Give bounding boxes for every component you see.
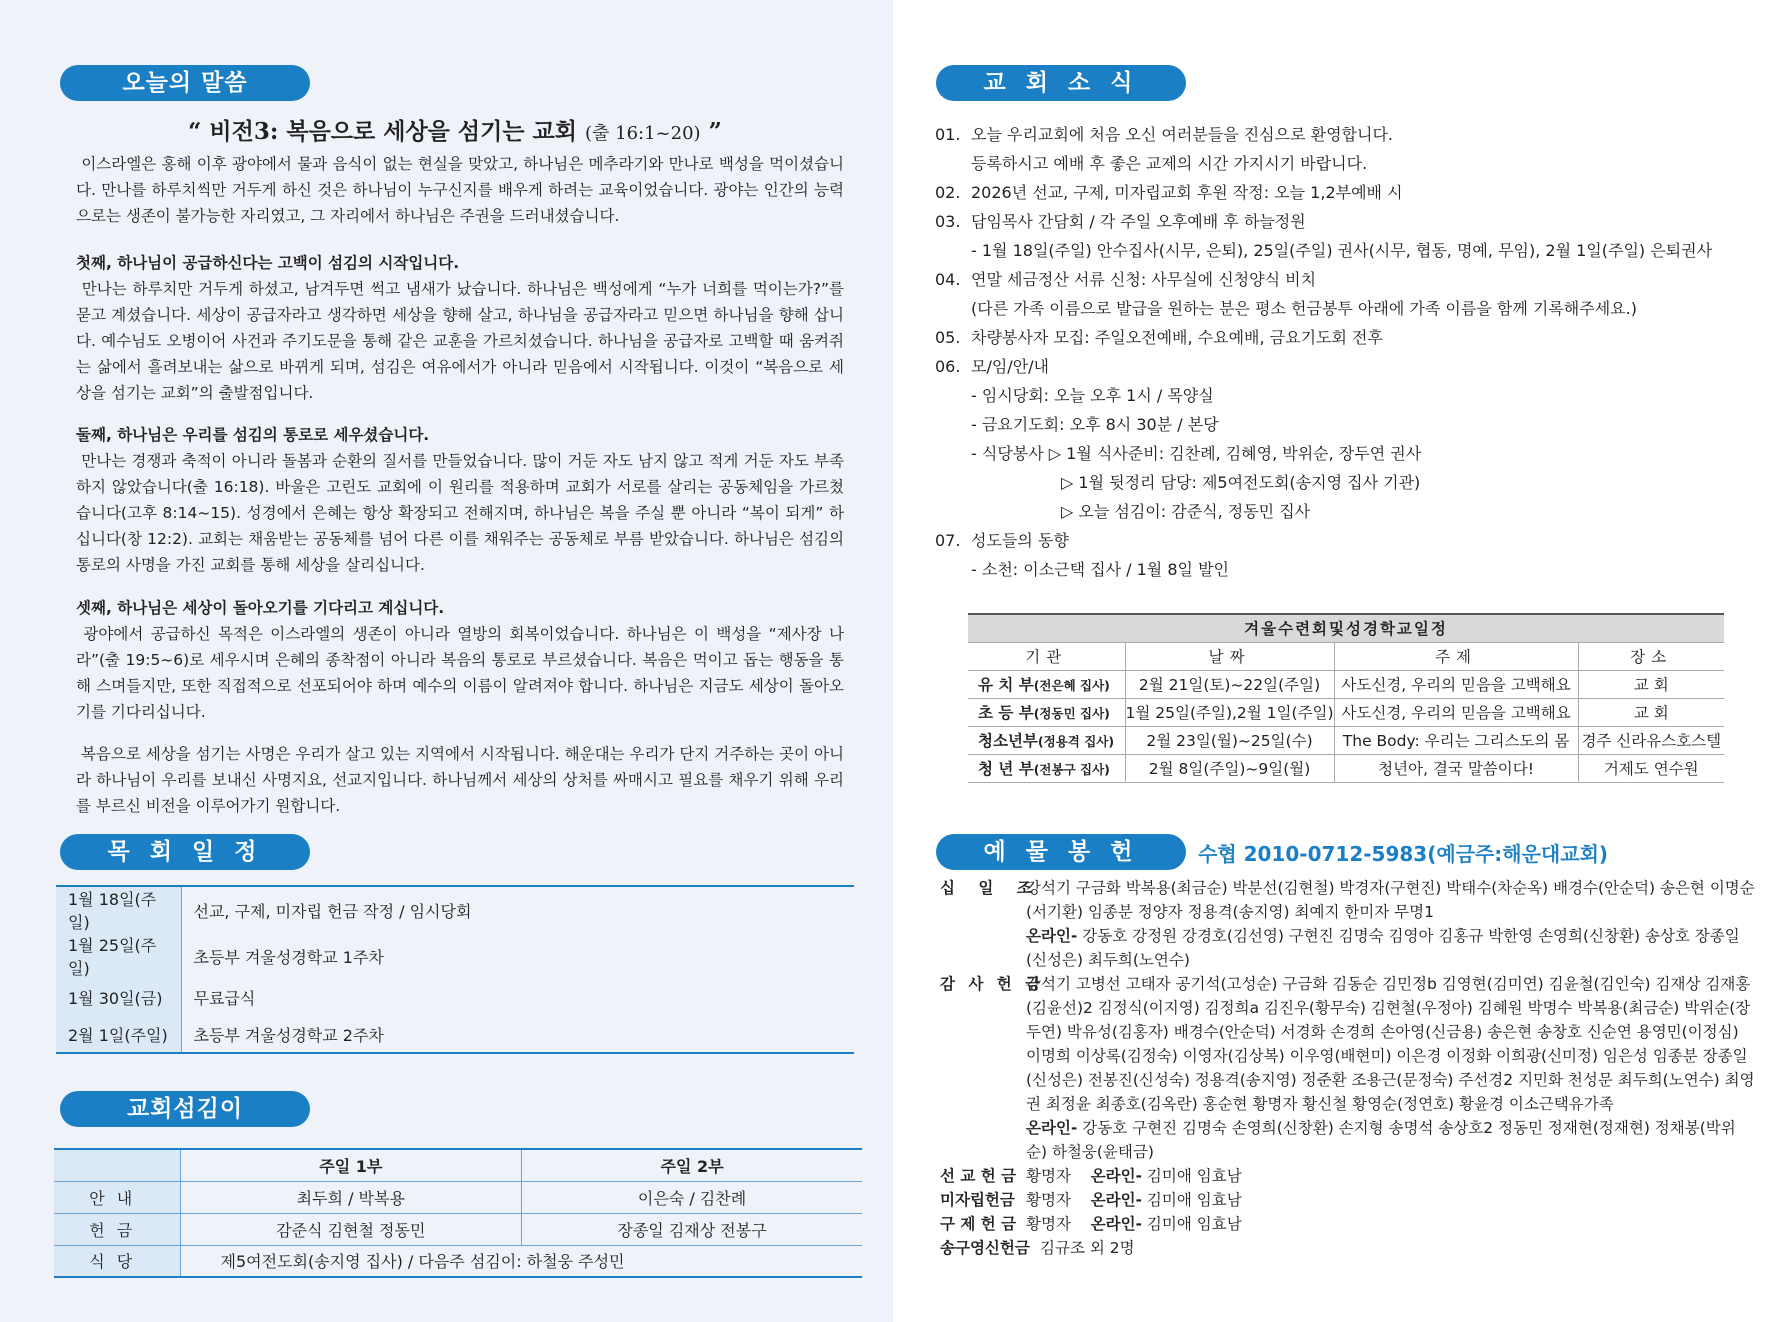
- table-row: 2월 1일(주일) 초등부 겨울성경학교 2주차: [56, 1016, 854, 1053]
- bank-account: 수협 2010-0712-5983(예금주:해운대교회): [1198, 842, 1609, 866]
- news-line: 등록하시고 예배 후 좋은 교제의 시간 가지시기 바랍니다.: [971, 154, 1368, 173]
- church-servants-table: [54, 1148, 862, 1278]
- church-servants-badge: 교회섬김이: [60, 1091, 310, 1127]
- winter-camp-table: [968, 613, 1724, 783]
- offering-row: 온라인- 강동호 강정원 강경호(김선영) 구현진 김명숙 김영아 김홍규 박한영 손영희(신창환) 송상호 장종일(신성은) 최두희(노연수): [1026, 927, 1740, 969]
- offering-badge: 예 물 봉 헌: [936, 834, 1186, 870]
- point-heading: 둘째, 하나님은 우리를 섬김의 통로로 세우셨습니다.: [76, 426, 430, 444]
- news-line: - 임시당회: 오늘 오후 1시 / 목양실: [971, 386, 1214, 405]
- sermon-reference: (출 16:1~20): [585, 123, 701, 144]
- point-heading: 첫째, 하나님이 공급하신다는 고백이 섬김의 시작입니다.: [76, 254, 460, 272]
- table-row: 1월 25일(주일) 초등부 겨울성경학교 1주차: [56, 933, 854, 979]
- ministry-schedule-table: [56, 885, 854, 1054]
- table-header: 주일 1부 주일 2부: [54, 1149, 862, 1181]
- offering-row: 송구영신헌금 김규조 외 2명: [940, 1239, 1135, 1257]
- list-item: 03. 담임목사 간담회 / 각 주일 오후예배 후 하늘정원: [935, 212, 1306, 231]
- list-item: 06. 모/임/안/내: [935, 357, 1049, 376]
- list-item: 05. 차량봉사자 모집: 주일오전예배, 수요예배, 금요기도회 전후: [935, 328, 1383, 347]
- news-line: ▷ 오늘 섬김이: 감준식, 정동민 집사: [1061, 502, 1311, 521]
- sermon-point-1: 첫째, 하나님이 공급하신다는 고백이 섬김의 시작입니다. 만나는 하루치만 거두게 하셨고, 남겨두면 썩고 냄새가 났습니다. 하나님은 백성에게 “누가 너희를 먹이는가?”를 묻고 계셨습니다. 세상이 공급자라고 생각하면 세상을 향해 살고, 하나님을 공급자라고 믿으면 하나님을 향해 삽니다. 예수님도 오병이어 사건과 주기도문을 통해 같은 교훈을 가르치셨습니다. 하나님을 공급자로 고백할 때 움켜쥐는 삶에서 흘려보내는 삶으로 바뀌게 되며, 섬김은 여유에서가 아니라 믿음에서 시작됩니다. 이것이 “복음으로 세상을 섬기는 교회”의 출발점입니다.: [76, 250, 844, 406]
- news-line: - 소천: 이소근택 집사 / 1월 8일 발인: [971, 560, 1229, 579]
- table-row: 안내 최두희 / 박복용 이은숙 / 김찬례: [54, 1181, 862, 1213]
- church-news-list: [935, 120, 1755, 584]
- offering-list: [940, 876, 1755, 1260]
- table-row: 헌금 감준식 김현철 정동민 장종일 김재상 전봉구: [54, 1213, 862, 1245]
- news-line: - 1월 18일(주일) 안수집사(시무, 은퇴), 25일(주일) 권사(시무, 협동, 명예, 무임), 2월 1일(주일) 은퇴권사: [971, 241, 1713, 260]
- offering-row: 온라인- 강동호 구현진 김명숙 손영희(신창환) 손지형 송명석 송상호2 정동민 정재현(정재현) 정채봉(박위순) 하철웅(윤태금): [1026, 1119, 1736, 1161]
- list-item: 01. 오늘 우리교회에 처음 오신 여러분들을 진심으로 환영합니다.: [935, 125, 1394, 144]
- table-row: 식당 제5여전도회(송지영 집사) / 다음주 섬김이: 하철웅 주성민: [54, 1245, 862, 1277]
- sermon-closing: 복음으로 세상을 섬기는 사명은 우리가 살고 있는 지역에서 시작됩니다. 해운대는 우리가 단지 거주하는 곳이 아니라 하나님이 우리를 보내신 사명지요, 선교지입니다. 하나님께서 세상의 상처를 싸매시고 필요를 채우기 위해 우리를 부르신 비전을 이루어가기 원합니다.: [76, 745, 844, 815]
- sermon-intro: 이스라엘은 홍해 이후 광야에서 물과 음식이 없는 현실을 맞았고, 하나님은 메추라기와 만나로 백성을 먹이셨습니다. 만나를 하루치씩만 거두게 하신 것은 하나님이 누구신지를 배우게 하려는 교육이었습니다. 광야는 인간의 능력으로는 생존이 불가능한 자리였고, 그 자리에서 하나님은 주권을 드러내셨습니다.: [76, 155, 844, 225]
- news-line: (다른 가족 이름으로 발급을 원하는 분은 평소 헌금봉투 아래에 가족 이름을 함께 기록해주세요.): [971, 299, 1637, 318]
- todays-word-badge: 오늘의 말씀: [60, 65, 310, 101]
- sermon-point-3: 셋째, 하나님은 세상이 돌아오기를 기다리고 계십니다. 광야에서 공급하신 목적은 이스라엘의 생존이 아니라 열방의 회복이었습니다. 하나님은 이 백성을 “제사장 나라”(출 19:5~6)로 세우시며 은혜의 종착점이 아니라 복음의 통로로 부르셨습니다. 복음은 먹이고 돕는 행동을 통해 스며들지만, 또한 직접적으로 선포되어야 하며 예수의 이름이 알려져야 합니다. 하나님은 지금도 세상이 돌아오기를 기다리십니다.: [76, 595, 844, 725]
- ministry-schedule-badge: 목 회 일 정: [60, 834, 310, 870]
- offering-row: 선 교 헌 금 황명자 온라인- 김미애 임효남: [940, 1167, 1242, 1185]
- table-row: 청소년부(정용격 집사) 2월 23일(월)~25일(수) The Body: 우리는 그리스도의 몸 경주 신라유스호스텔: [968, 726, 1724, 754]
- news-line: - 금요기도회: 오후 8시 30분 / 본당: [971, 415, 1219, 434]
- list-item: 04. 연말 세금정산 서류 신청: 사무실에 신청양식 비치: [935, 270, 1317, 289]
- table-row: 초 등 부(정동민 집사) 1월 25일(주일),2월 1일(주일) 사도신경, 우리의 믿음을 고백해요 교 회: [968, 698, 1724, 726]
- sermon-point-2: 둘째, 하나님은 우리를 섬김의 통로로 세우셨습니다. 만나는 경쟁과 축적이 아니라 돌봄과 순환의 질서를 만들었습니다. 많이 거둔 자도 남지 않고 적게 거둔 자도 부족하지 않았습니다(출 16:18). 바울은 고린도 교회에 이 원리를 적용하며 교회가 서로를 살리는 공동체임을 가르쳤습니다(고후 8:14~15). 성경에서 은혜는 항상 확장되고 전해지며, 하나님은 복을 주실 뿐 아니라 “복이 되게” 하십니다(창 12:2). 교회는 채움받는 공동체를 넘어 다른 이를 채워주는 공동체로 부름 받았습니다. 하나님은 섬김의 통로의 사명을 가진 교회를 통해 세상을 살리십니다.: [76, 422, 844, 578]
- table-caption: 겨울수련회및성경학교일정: [968, 614, 1724, 642]
- table-row: 1월 18일(주일) 선교, 구제, 미자립 헌금 작정 / 임시당회: [56, 886, 854, 933]
- church-news-badge: 교 회 소 식: [936, 65, 1186, 101]
- table-row: 청 년 부(전봉구 집사) 2월 8일(주일)~9일(월) 청년아, 결국 말씀이다! 거제도 연수원: [968, 754, 1724, 782]
- news-line: - 식당봉사 ▷ 1월 식사준비: 김찬례, 김혜영, 박위순, 장두연 권사: [971, 444, 1422, 463]
- list-item: 07. 성도들의 동향: [935, 531, 1069, 550]
- offering-row: 감 사 헌 금 강석기 고병선 고태자 공기석(고성순) 구금화 김동순 김민정b 김영현(김미연) 김윤철(김인숙) 김재상 김재홍(김윤선)2 김정식(이지영) 김정희a 김진우(황무숙) 김현철(우정아) 김혜원 박명수 박복용(최금순) 박위순(장두연) 박유성(김홍자) 배경수(안순덕) 서경화 손경희 손아영(신금용) 송은현 송창호 신순연 용영민(이정심) 이명희 이상록(김정숙) 이영자(김상복) 이우영(배현미) 이은경 이정화 이희광(신미정) 임은성 임종분 장종일(신성은) 전봉진(신성숙) 정용격(송지영) 정준환 조용근(문정숙) 주선경2 지민화 천성문 최두희(노연수) 최영권 최정윤 최종호(김옥란) 홍순현 황명자 황신철 황영순(정연호) 황윤경 이소근택유가족: [940, 975, 1755, 1113]
- table-header: 기관 날짜 주제 장소: [968, 642, 1724, 670]
- point-heading: 셋째, 하나님은 세상이 돌아오기를 기다리고 계십니다.: [76, 599, 445, 617]
- table-row: 유 치 부(전은혜 집사) 2월 21일(토)~22일(주일) 사도신경, 우리의 믿음을 고백해요 교 회: [968, 670, 1724, 698]
- offering-row: 미자립헌금 황명자 온라인- 김미애 임효남: [940, 1191, 1242, 1209]
- offering-row: 십 일 조 강석기 구금화 박복용(최금순) 박분선(김현철) 박경자(구현진) 박태수(차순옥) 배경수(안순덕) 송은현 이명순(서기환) 임종분 정양자 정용격(송지영) 최예지 한미자 무명1: [940, 879, 1755, 921]
- table-row: 1월 30일(금) 무료급식: [56, 979, 854, 1016]
- news-line: ▷ 1월 뒷정리 담당: 제5여전도회(송지영 집사 기관): [1061, 473, 1421, 492]
- list-item: 02. 2026년 선교, 구제, 미자립교회 후원 작정: 오늘 1,2부예배 시: [935, 183, 1403, 202]
- offering-row: 구 제 헌 금 황명자 온라인- 김미애 임효남: [940, 1215, 1242, 1233]
- sermon-title: “ 비전3: 복음으로 세상을 섬기는 교회 (출 16:1~20) ”: [188, 118, 722, 145]
